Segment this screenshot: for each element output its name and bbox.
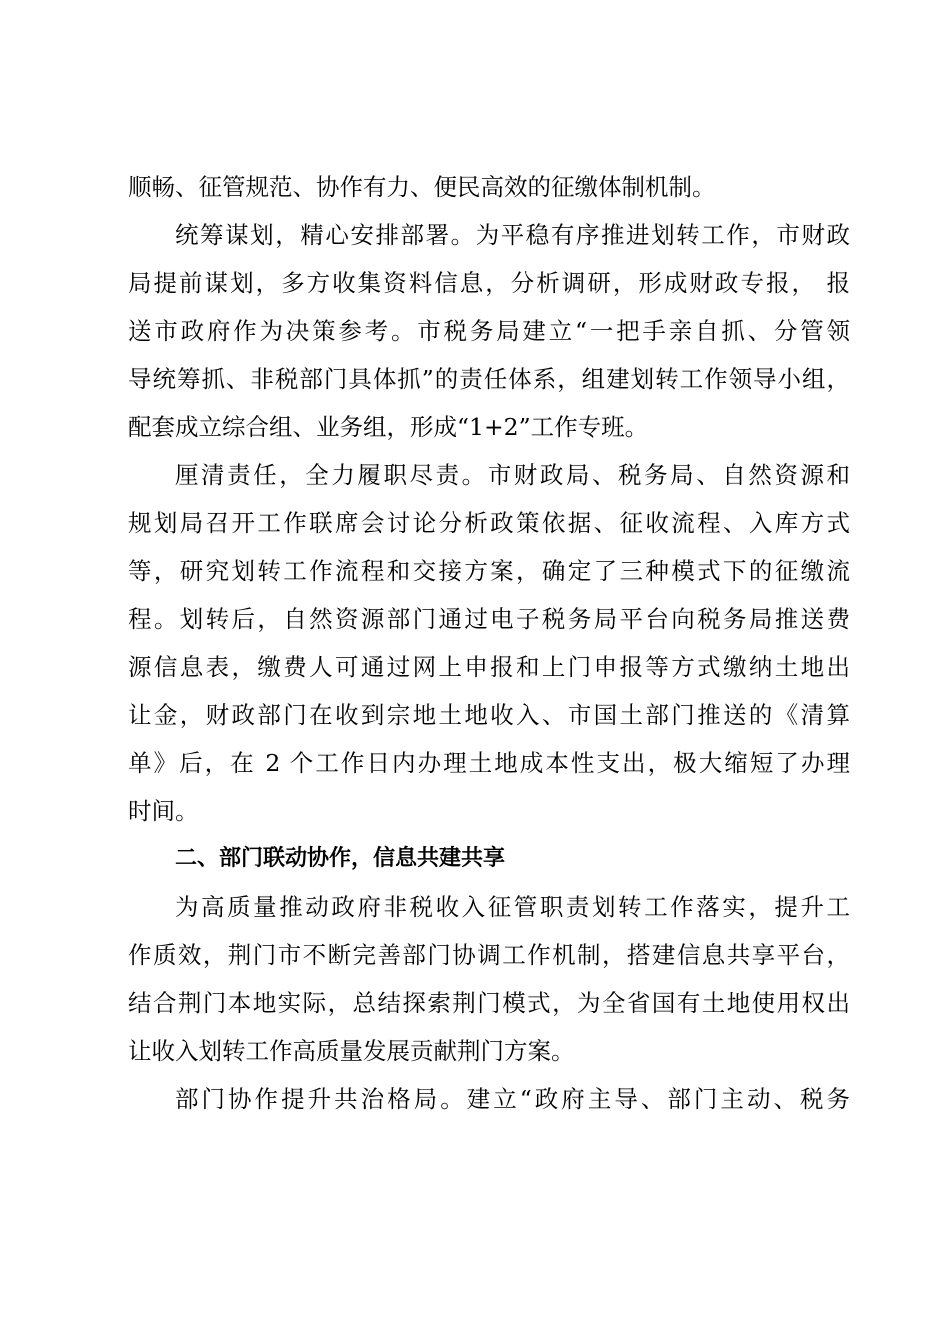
text-line: 部门协作提升共治格局。建立“政府主导、部门主动、税务 xyxy=(175,1085,850,1113)
text-line: 配套成立综合组、业务组，形成“1+2”工作专班。 xyxy=(128,413,649,441)
paragraph-continuation xyxy=(128,163,850,211)
text-line: 送市政府作为决策参考。市税务局建立“一把手亲自抓、分管领 xyxy=(128,317,850,345)
text-line: 导统筹抓、非税部门具体抓”的责任体系，组建划转工作领导小组， xyxy=(128,365,850,393)
text-line: 结合荆门本地实际，总结探索荆门模式，为全省国有土地使用权出 xyxy=(128,989,850,1017)
paragraph-responsibility xyxy=(128,451,850,835)
text-line: 等，研究划转工作流程和交接方案，确定了三种模式下的征缴流 xyxy=(128,557,850,585)
document-page xyxy=(128,163,850,1123)
section-heading xyxy=(128,835,850,883)
text-line: 规划局召开工作联席会讨论分析政策依据、征收流程、入库方式 xyxy=(128,509,850,537)
paragraph-governance xyxy=(128,1075,850,1123)
text-line: 单》后，在 2 个工作日内办理土地成本性支出，极大缩短了办理 xyxy=(128,749,850,777)
text-line: 源信息表，缴费人可通过网上申报和上门申报等方式缴纳土地出 xyxy=(128,653,850,681)
text-line: 为高质量推动政府非税收入征管职责划转工作落实，提升工 xyxy=(175,893,850,921)
text-line: 时间。 xyxy=(128,797,199,825)
text-line: 局提前谋划，多方收集资料信息，分析调研，形成财政专报， 报 xyxy=(128,269,850,297)
text-line: 程。划转后，自然资源部门通过电子税务局平台向税务局推送费 xyxy=(128,605,850,633)
section-title: 二、部门联动协作，信息共建共享 xyxy=(175,846,506,871)
text-line: 让收入划转工作高质量发展贡献荆门方案。 xyxy=(128,1037,575,1065)
text-line: 统筹谋划，精心安排部署。为平稳有序推进划转工作，市财政 xyxy=(175,221,850,249)
text-line: 让金，财政部门在收到宗地土地收入、市国土部门推送的《清算 xyxy=(128,701,850,729)
text-line: 厘清责任，全力履职尽责。市财政局、税务局、自然资源和 xyxy=(175,461,850,489)
paragraph-planning xyxy=(128,211,850,451)
paragraph-cooperation xyxy=(128,883,850,1075)
text-line: 作质效，荆门市不断完善部门协调工作机制，搭建信息共享平台， xyxy=(128,941,850,969)
text-line: 顺畅、征管规范、协作有力、便民高效的征缴体制机制。 xyxy=(128,173,716,201)
